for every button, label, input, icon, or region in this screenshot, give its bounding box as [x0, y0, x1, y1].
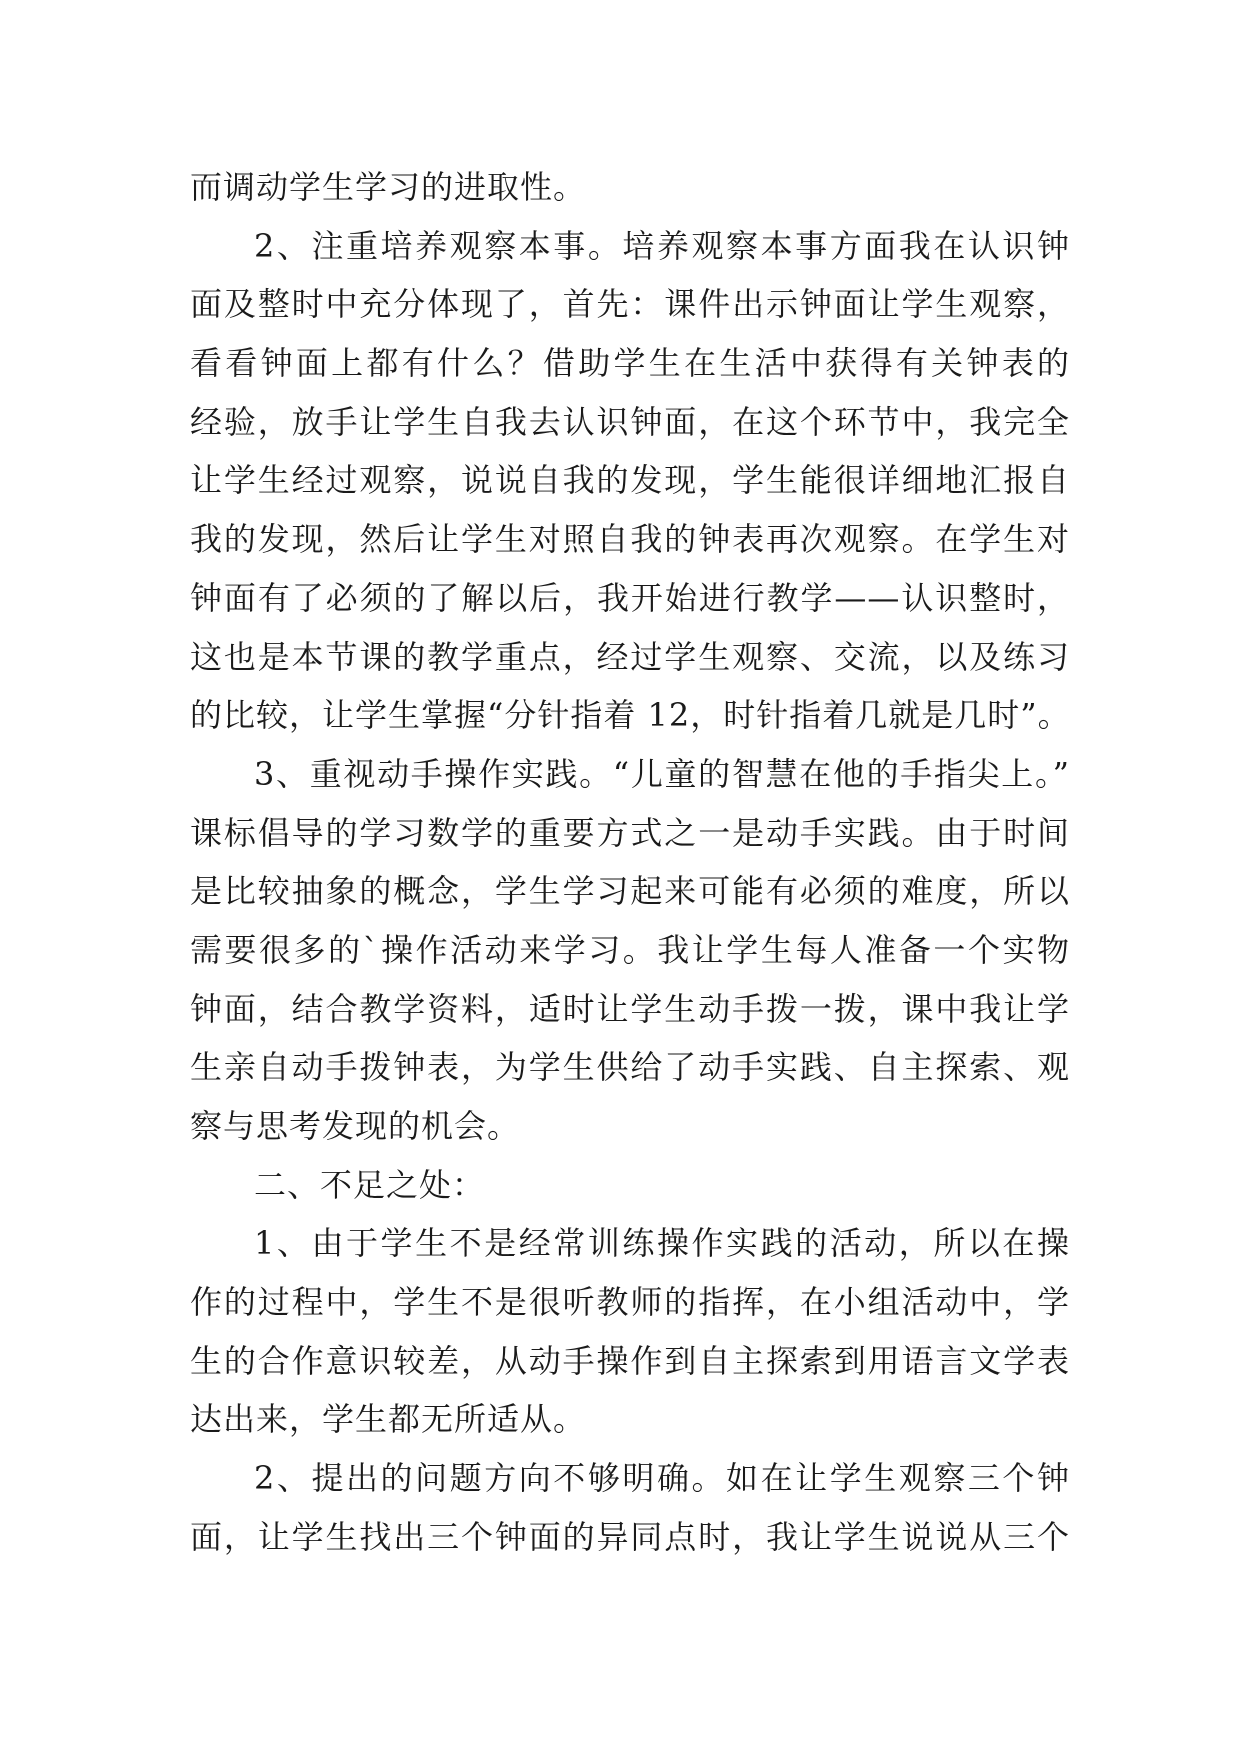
text-line: 我的发现，然后让学生对照自我的钟表再次观察。在学生对 [190, 520, 1070, 559]
text-line: 是比较抽象的概念，学生学习起来可能有必须的难度，所以 [190, 872, 1070, 911]
text-line: 达出来，学生都无所适从。 [190, 1400, 587, 1439]
text-line: 面及整时中充分体现了，首先：课件出示钟面让学生观察， [190, 285, 1070, 324]
text-line: 而调动学生学习的进取性。 [190, 168, 587, 206]
text-line: 的比较，让学生掌握“分针指着 12，时针指着几就是几时”。 [190, 696, 1071, 735]
text-line: 课标倡导的学习数学的重要方式之一是动手实践。由于时间 [190, 813, 1070, 852]
text-line: 生亲自动手拨钟表，为学生供给了动手实践、自主探索、观 [190, 1048, 1070, 1087]
text-line: 钟面有了必须的了解以后，我开始进行教学——认识整时， [190, 578, 1070, 617]
text-line: 生的合作意识较差，从动手操作到自主探索到用语言文学表 [190, 1341, 1070, 1380]
text-line: 3、重视动手操作实践。“儿童的智慧在他的手指尖上。” [254, 754, 1070, 793]
document-body [190, 158, 1070, 1567]
text-line: 面，让学生找出三个钟面的异同点时，我让学生说说从三个 [190, 1517, 1070, 1556]
text-line: 作的过程中，学生不是很听教师的指挥，在小组活动中，学 [190, 1283, 1070, 1322]
text-line: 钟面，结合教学资料，适时让学生动手拨一拨，课中我让学 [190, 989, 1070, 1028]
text-line: 经验，放手让学生自我去认识钟面，在这个环节中，我完全 [190, 402, 1070, 441]
text-line: 看看钟面上都有什么？借助学生在生活中获得有关钟表的 [190, 344, 1070, 383]
text-line: 让学生经过观察，说说自我的发现，学生能很详细地汇报自 [190, 461, 1070, 500]
text-line: 1、由于学生不是经常训练操作实践的活动，所以在操 [254, 1224, 1070, 1263]
text-line: 2、注重培养观察本事。培养观察本事方面我在认识钟 [254, 226, 1070, 265]
text-line: 2、提出的问题方向不够明确。如在让学生观察三个钟 [254, 1459, 1070, 1498]
text-line: 二、不足之处： [254, 1165, 486, 1204]
text-line: 察与思考发现的机会。 [190, 1107, 521, 1145]
text-line: 需要很多的`操作活动来学习。我让学生每人准备一个实物 [190, 930, 1070, 969]
text-line: 这也是本节课的教学重点，经过学生观察、交流，以及练习 [190, 637, 1070, 676]
